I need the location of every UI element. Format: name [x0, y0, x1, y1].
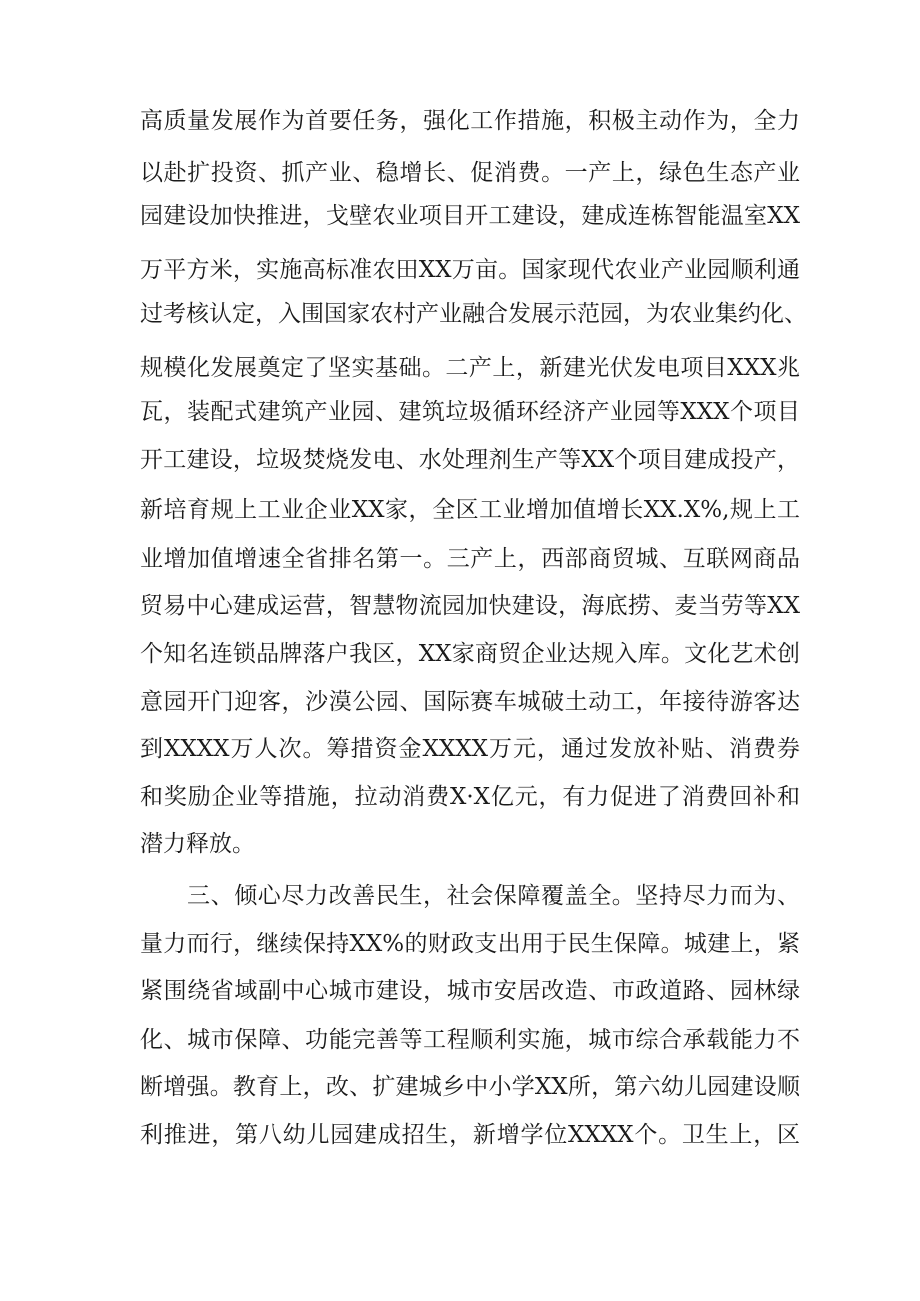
text-line: 断增强。教育上，改、扩建城乡中小学XX所，第六幼儿园建设顺 [140, 1074, 800, 1100]
text-line: 贸易中心建成运营，智慧物流园加快建设，海底捞、麦当劳等XX [140, 593, 800, 619]
text-line: 万平方米，实施高标准农田XX万亩。国家现代农业产业园顺利通 [140, 257, 800, 283]
text-line: 潜力释放。 [140, 831, 255, 857]
text-line: 高质量发展作为首要任务，强化工作措施，积极主动作为，全力 [140, 108, 800, 134]
text-line: 利推进，第八幼儿园建成招生，新增学位XXXX个。卫生上，区 [140, 1122, 800, 1148]
text-line: 园建设加快推进，戈壁农业项目开工建设，建成连栋智能温室XX [140, 203, 800, 229]
text-line: 个知名连锁品牌落户我区，XX家商贸企业达规入库。文化艺术创 [140, 641, 800, 667]
text-line: 规模化发展奠定了坚实基础。二产上，新建光伏发电项目XXX兆 [140, 355, 800, 381]
text-line: 紧围绕省域副中心城市建设，城市安居改造、市政道路、园林绿 [140, 978, 800, 1004]
text-line: 化、城市保障、功能完善等工程顺利实施，城市综合承载能力不 [140, 1027, 800, 1053]
text-line: 过考核认定，入围国家农村产业融合发展示范园，为农业集约化、 [140, 301, 807, 327]
text-line: 和奖励企业等措施，拉动消费X·X亿元，有力促进了消费回补和 [140, 784, 800, 810]
text-line: 开工建设，垃圾焚烧发电、水处理剂生产等XX个项目建成投产， [140, 447, 800, 473]
text-line: 以赴扩投资、抓产业、稳增长、促消费。一产上，绿色生态产业 [140, 160, 800, 186]
text-line: 新培育规上工业企业XX家，全区工业增加值增长XX.X%,规上工 [140, 497, 800, 523]
text-line: 意园开门迎客，沙漠公园、国际赛车城破土动工，年接待游客达 [140, 689, 800, 715]
text-line: 到XXXX万人次。筹措资金XXXX万元，通过发放补贴、消费券 [140, 736, 800, 762]
text-line: 三、倾心尽力改善民生，社会保障覆盖全。坚持尽力而为、 [187, 883, 800, 909]
text-line: 量力而行，继续保持XX%的财政支出用于民生保障。城建上，紧 [140, 931, 800, 957]
text-line: 业增加值增速全省排名第一。三产上，西部商贸城、互联网商品 [140, 546, 800, 572]
text-line: 瓦，装配式建筑产业园、建筑垃圾循环经济产业园等XXX个项目 [140, 399, 800, 425]
